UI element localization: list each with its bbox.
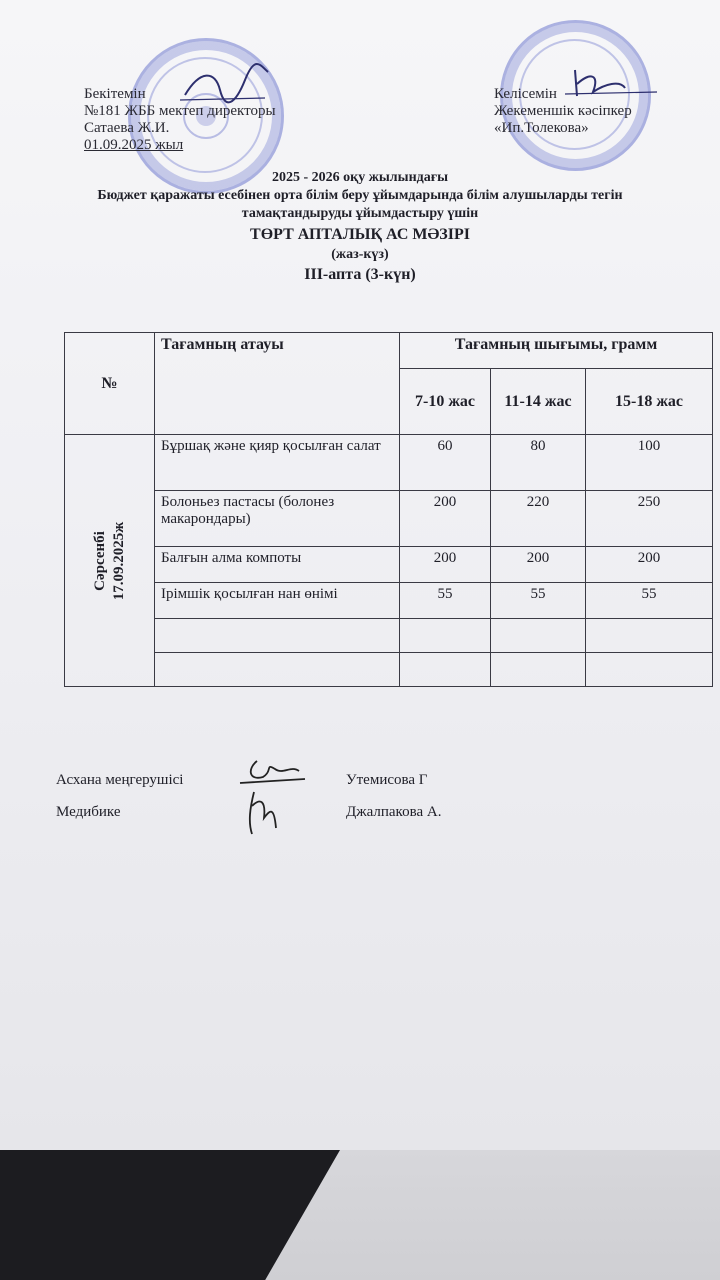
table-row [65,435,713,491]
yield-15-18: 100 [586,435,713,491]
yield-7-10: 200 [400,491,491,547]
heading-line2: Бюджет қаражаты есебінен орта білім беру ұйымдарында білім алушыларды тегін [97,188,623,203]
header-age-11-14: 11-14 жас [491,369,586,435]
header-age-7-10: 7-10 жас [400,369,491,435]
medic-role: Медибике [56,804,121,820]
empty-row [65,619,713,653]
yield-7-10: 200 [400,547,491,583]
dish-name: Болоньез пастасы (болонез макарондары) [155,491,400,547]
yield-7-10: 60 [400,435,491,491]
heading-week: III-апта (3-күн) [304,266,416,283]
agreement-name: «Ип.Толекова» [494,120,589,136]
kitchen-role: Асхана меңгерушісі [56,772,184,788]
yield-15-18: 55 [586,583,713,619]
dish-name: Бұршақ және қияр қосылған салат [155,435,400,491]
yield-7-10: 55 [400,583,491,619]
header-yield: Тағамның шығымы, грамм [400,333,713,369]
approval-date: 01.09.2025 жыл [84,137,184,153]
dish-name: Ірімшік қосылған нан өнімі [155,583,400,619]
dish-name: Балғын алма компоты [155,547,400,583]
header-number: № [65,333,155,435]
yield-11-14: 220 [491,491,586,547]
kitchen-signature [235,755,310,790]
medic-signature [240,788,285,838]
day-cell [65,435,155,687]
heading-line3: тамақтандыруды ұйымдастыру үшін [241,206,479,221]
heading-title: ТӨРТ АПТАЛЫҚ АС МӘЗІРІ [250,226,470,243]
table-row [65,547,713,583]
agreement-position: Жекеменшік кәсіпкер [494,103,632,119]
table-header-row [65,333,713,369]
day-name: Сәрсенбі [91,530,108,591]
entrepreneur-signature [565,62,660,102]
day-label [91,521,129,599]
yield-11-14: 55 [491,583,586,619]
approval-position: №181 ЖББ мектеп директоры [84,103,276,119]
yield-11-14: 200 [491,547,586,583]
kitchen-name: Утемисова Г [346,772,428,788]
heading-year: 2025 - 2026 оқу жылындағы [271,170,449,185]
header-age-15-18: 15-18 жас [586,369,713,435]
director-signature [180,60,270,110]
yield-15-18: 200 [586,547,713,583]
header-dish: Тағамның атауы [155,333,400,435]
medic-name: Джалпакова А. [346,804,442,820]
yield-11-14: 80 [491,435,586,491]
menu-table [64,332,713,687]
agreement-title: Келісемін [494,86,557,102]
table-row [65,583,713,619]
day-date: 17.09.2025ж [110,521,127,600]
approval-title: Бекітемін [84,86,146,102]
empty-row [65,653,713,687]
table-row [65,491,713,547]
approval-name: Сатаева Ж.И. [84,120,170,136]
yield-15-18: 250 [586,491,713,547]
heading-season: (жаз-күз) [331,247,389,262]
